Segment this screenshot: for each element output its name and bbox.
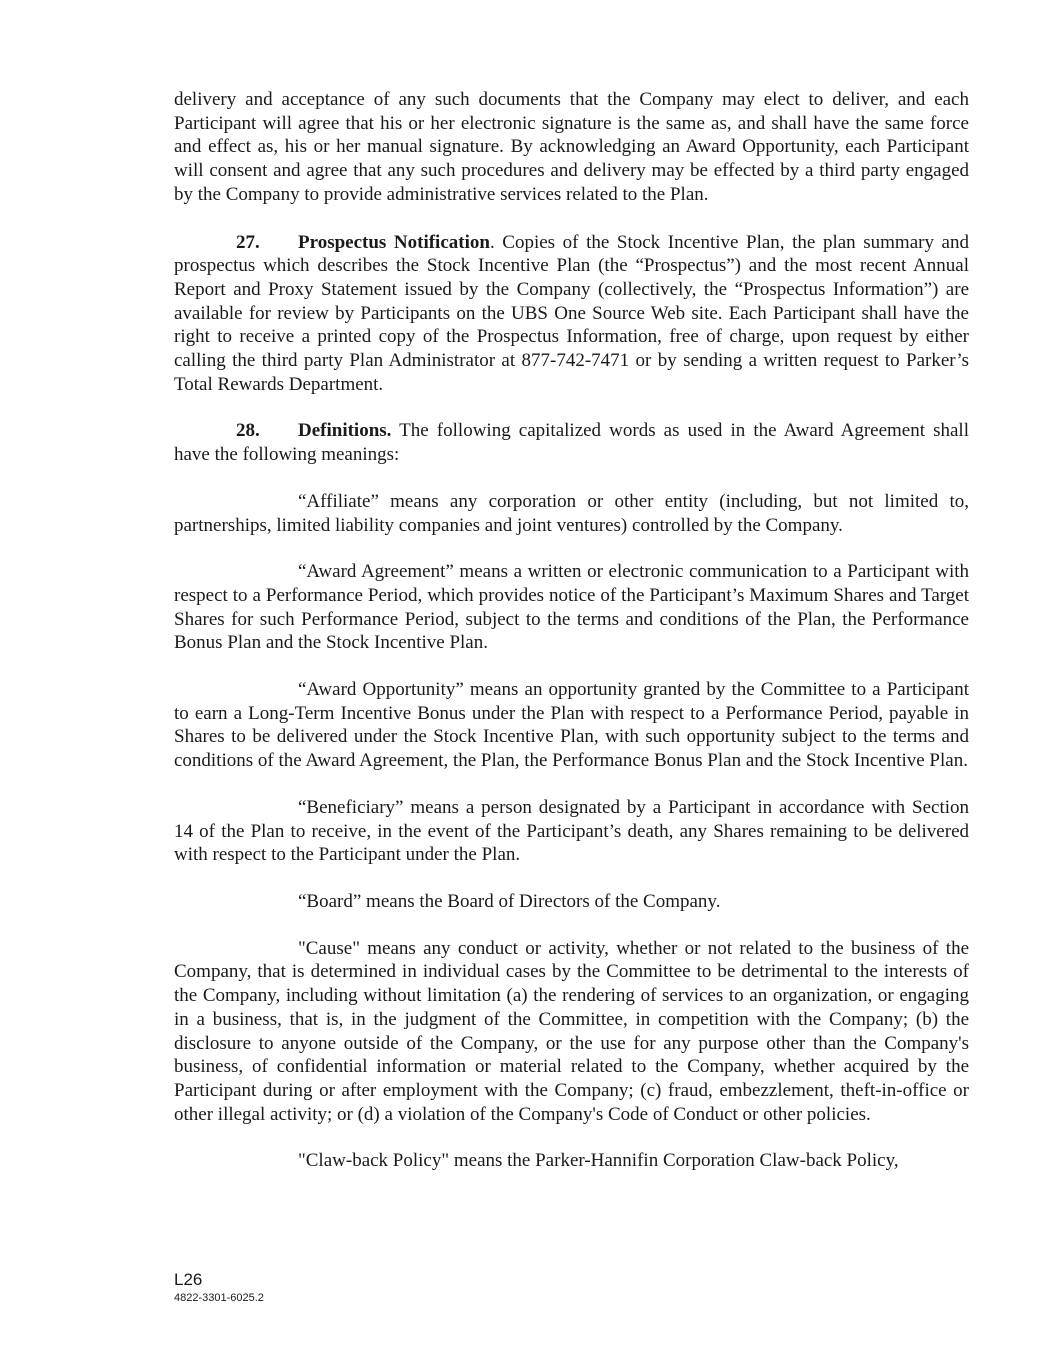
document-page <box>174 88 969 1173</box>
definition-cause: "Cause" means any conduct or activity, whether or not related to the business of the Company, that is determined in individual cases by the Committee to be detrimental to the interests of the Company, including without limitation (a) the rendering of services to an organization, or engaging in a business, that is, in the judgment of the Committee, in competition with the Company; (b) the disclosure to anyone outside of the Company, or the use for any purpose other than the Company's business, of confidential information or material related to the Company, whether acquired by the Participant during or after employment with the Company; (c) fraud, embezzlement, theft-in-office or other illegal activity; or (d) a violation of the Company's Code of Conduct or other policies. <box>174 937 969 1125</box>
section-text: The following capitalized words as used in the Award Agreement shall have the following meanings: <box>174 420 969 466</box>
section-text: Copies of the Stock Incentive Plan, the plan summary and prospectus which describes the Stock Incentive Plan (the “Prospectus”) and the most recent Annual Report and Proxy Statement issued by the Company (collectively, the “Prospectus Information”) are available for review by Participants on the UBS One Source Web site. Each Participant shall have the right to receive a printed copy of the Prospectus Information, free of charge, upon request by either calling the third party Plan Administrator at 877-742-7471 or by sending a written request to Parker’s Total Rewards Department. <box>174 231 969 395</box>
definition-affiliate: “Affiliate” means any corporation or other entity (including, but not limited to, partnerships, limited liability companies and joint ventures) controlled by the Company. <box>174 490 969 536</box>
definition-award-agreement: “Award Agreement” means a written or electronic communication to a Participant with respect to a Performance Period, which provides notice of the Participant’s Maximum Shares and Target Shares for such Performance Period, subject to the terms and conditions of the Plan, the Performance Bonus Plan and the Stock Incentive Plan. <box>174 561 969 654</box>
section-27-paragraph <box>174 231 969 397</box>
section-28-paragraph <box>174 419 969 466</box>
definition-award-opportunity: “Award Opportunity” means an opportunity granted by the Committee to a Participant to earn a Long-Term Incentive Bonus under the Plan with respect to a Performance Period, payable in Shares to be delivered under the Stock Incentive Plan, with such opportunity subject to the terms and conditions of the Award Agreement, the Plan, the Performance Bonus Plan and the Stock Incentive Plan. <box>174 679 969 772</box>
section-number: 28. <box>236 420 260 442</box>
heading-punctuation: . <box>489 231 495 253</box>
section-number: 27. <box>236 231 260 253</box>
definition-claw-back-policy: "Claw-back Policy" means the Parker-Hannifin Corporation Claw-back Policy, <box>298 1150 899 1172</box>
definition-beneficiary: “Beneficiary” means a person designated by a Participant in accordance with Section 14 of the Plan to receive, in the event of the Participant’s death, any Shares remaining to be delivered with respect to the Participant under the Plan. <box>174 796 969 866</box>
section-heading: Definitions. <box>298 420 392 442</box>
continuation-paragraph: delivery and acceptance of any such documents that the Company may elect to deliver, and each Participant will agree that his or her electronic signature is the same as, and shall have the same force and effect as, his or her manual signature. By acknowledging an Award Opportunity, each Participant will consent and agree that any such procedures and delivery may be effected by a third party engaged by the Company to provide administrative services related to the Plan. <box>174 89 969 205</box>
page-footer <box>174 1270 264 1306</box>
definition-board: “Board” means the Board of Directors of the Company. <box>298 890 721 912</box>
section-heading: Prospectus Notification <box>298 231 490 253</box>
page-code: L26 <box>174 1270 203 1289</box>
document-number: 4822-3301-6025.2 <box>174 1292 264 1304</box>
